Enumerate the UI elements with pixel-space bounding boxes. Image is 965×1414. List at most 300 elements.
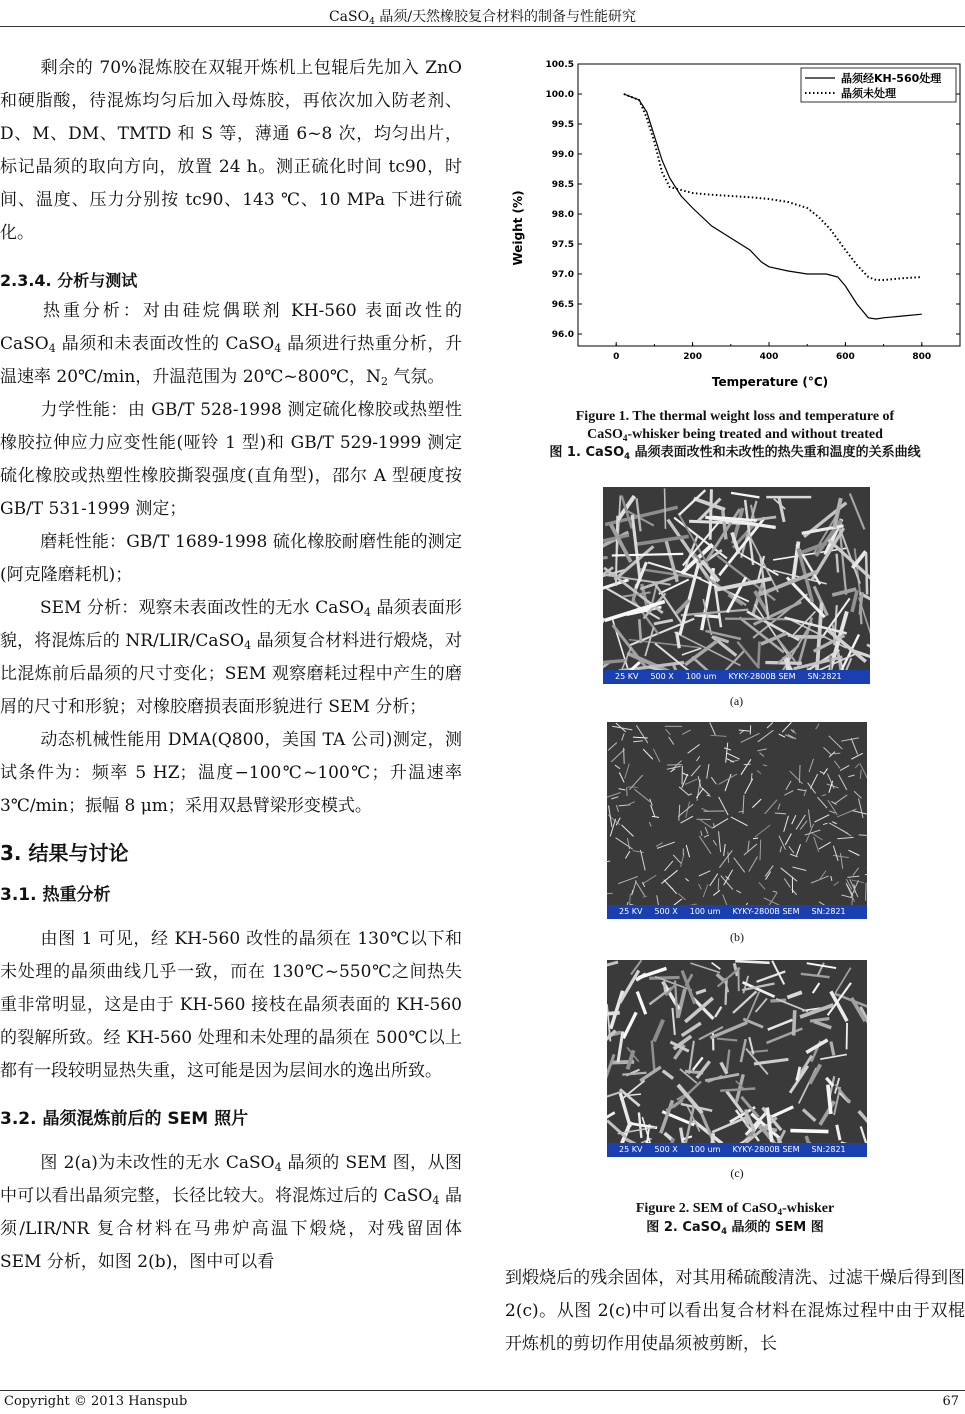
whisker-texture xyxy=(719,831,721,852)
sem-label-b: (b) xyxy=(730,930,744,944)
paragraph-mechanical: 力学性能：由 GB/T 528-1998 测定硫化橡胶或热塑性橡胶拉伸应力应变性能(哑铃 1 型)和 GB/T 529-1999 测定硫化橡胶或热塑性橡胶撕裂强度(直角型)，邵尔 A 型硬度按 GB/T 531-1999 测定； xyxy=(0,400,462,519)
figure-2-caption-en: Figure 2. SEM of CaSO$_4$-whisker xyxy=(635,1201,835,1217)
whisker-texture xyxy=(746,1109,747,1126)
whisker-texture xyxy=(840,853,842,869)
figure-1-caption-cn: 图 1. CaSO$_4$ 晶须表面改性和未改性的热失重和温度的关系曲线 xyxy=(549,445,921,461)
whisker-texture xyxy=(673,855,681,864)
whisker-texture xyxy=(859,798,864,817)
whisker-texture xyxy=(786,781,791,790)
sem-info-bar: 25 KV 500 X 100 um KYKY-2800B SEM SN:2821 xyxy=(607,905,867,919)
whisker-texture xyxy=(814,1021,831,1027)
whisker-texture xyxy=(834,761,840,769)
whisker-texture xyxy=(725,774,731,791)
whisker-texture xyxy=(841,895,852,898)
whisker-texture xyxy=(765,800,778,814)
whisker-texture xyxy=(760,753,764,757)
whisker-texture xyxy=(835,968,850,993)
whisker-texture xyxy=(666,729,671,735)
whisker-texture xyxy=(607,1013,620,1016)
y-tick-label: 100.0 xyxy=(545,90,574,100)
whisker-texture xyxy=(629,1094,641,1095)
whisker-texture xyxy=(808,809,811,827)
whisker-texture xyxy=(624,748,625,764)
whisker-texture xyxy=(832,589,856,595)
whisker-texture xyxy=(741,759,751,774)
whisker-texture xyxy=(735,961,769,963)
whisker-texture xyxy=(758,730,774,742)
whisker-texture xyxy=(607,1054,614,1080)
whisker-texture xyxy=(627,838,629,849)
whisker-texture xyxy=(757,770,761,773)
whisker-texture xyxy=(710,874,718,886)
whisker-texture xyxy=(731,817,748,826)
header-rule xyxy=(0,26,965,27)
whisker-texture xyxy=(621,1081,645,1100)
whisker-texture xyxy=(620,970,639,1002)
whisker-texture xyxy=(736,890,741,892)
whisker-texture xyxy=(633,741,643,742)
whisker-texture xyxy=(681,854,684,867)
whisker-texture xyxy=(763,765,767,766)
whisker-texture xyxy=(739,618,784,653)
whisker-texture xyxy=(702,788,710,795)
whisker-texture xyxy=(831,1042,834,1056)
whisker-texture xyxy=(625,764,629,779)
whisker-texture xyxy=(712,1117,747,1132)
whisker-texture xyxy=(616,838,633,849)
whisker-texture xyxy=(847,876,859,877)
whisker-texture xyxy=(828,540,870,587)
paragraph-sem-results: 图 2(a)为未改性的无水 CaSO$_4$ 晶须的 SEM 图，从图中可以看出晶须完整，长径比较大。将混炼过后的 CaSO$_4$ 晶须/LIR/NR 复合材料在马弗炉高温下煅烧，对残留固体 SEM 分析，如图 2(b)，图中可以看 xyxy=(0,1153,462,1272)
whisker-texture xyxy=(806,1136,813,1143)
whisker-texture xyxy=(779,734,785,737)
whisker-texture xyxy=(789,846,794,853)
whisker-texture xyxy=(632,890,633,895)
whisker-texture xyxy=(691,765,700,776)
sem-image-b xyxy=(607,722,867,919)
whisker-texture xyxy=(810,774,817,789)
whisker-texture xyxy=(678,989,685,1018)
whisker-texture xyxy=(724,844,726,856)
whisker-texture xyxy=(700,820,713,829)
whisker-texture xyxy=(612,554,683,556)
whisker-texture xyxy=(866,883,867,901)
section-3-1-heading: 3.1. 热重分析 xyxy=(0,885,111,905)
whisker-texture xyxy=(703,884,708,897)
whisker-texture xyxy=(696,756,699,761)
whisker-texture xyxy=(616,805,618,812)
whisker-texture xyxy=(666,1100,682,1110)
whisker-texture xyxy=(841,738,859,741)
legend-label: 晶须经KH-560处理 xyxy=(841,72,942,85)
whisker-texture xyxy=(775,813,786,814)
series-line-2 xyxy=(624,94,922,280)
whisker-texture xyxy=(637,992,646,1015)
x-tick-label: 800 xyxy=(912,352,932,362)
whisker-texture xyxy=(756,998,767,1012)
whisker-texture xyxy=(850,494,865,530)
whisker-texture xyxy=(739,730,750,731)
whisker-texture xyxy=(622,1073,646,1075)
whisker-texture xyxy=(651,805,655,816)
whisker-texture xyxy=(699,836,711,854)
whisker-texture xyxy=(720,1088,755,1090)
whisker-texture xyxy=(778,804,780,810)
whisker-texture xyxy=(837,837,853,838)
whisker-texture xyxy=(784,816,789,832)
whisker-texture xyxy=(642,875,656,884)
paragraph-sem-continued: 到煅烧后的残余固体，对其用稀硫酸清洗、过滤干燥后得到图 2(c)。从图 2(c)中可以看出复合材料在混炼过程中由于双棍开炼机的剪切作用使晶须被剪断，长 xyxy=(505,1268,965,1354)
whisker-texture xyxy=(724,870,733,885)
y-tick-label: 96.0 xyxy=(551,330,574,340)
paragraph-vulcanization: 剩余的 70%混炼胶在双辊开炼机上包辊后先加入 ZnO 和硬脂酸，待混炼均匀后加入母炼胶，再依次加入防老剂、D、M、DM、TMTD 和 S 等，薄通 6~8 次，均匀出片，标记晶须的取向方向，放置 24 h。测正硫化时间 tc90，时间、温度、压力分别按 tc90、143 ℃、10 MPa 下进行硫化。 xyxy=(0,58,462,243)
whisker-texture xyxy=(688,744,700,753)
whisker-texture xyxy=(840,765,849,770)
whisker-texture xyxy=(669,737,674,745)
whisker-texture xyxy=(661,870,677,883)
whisker-texture xyxy=(625,851,629,858)
y-tick-label: 96.5 xyxy=(551,300,574,310)
whisker-texture xyxy=(713,890,720,895)
whisker-texture xyxy=(713,840,716,845)
whisker-texture xyxy=(852,590,857,612)
whisker-texture xyxy=(794,1010,795,1035)
whisker-texture xyxy=(657,895,659,905)
whisker-texture xyxy=(785,618,847,634)
whisker-texture xyxy=(782,722,791,732)
whisker-texture xyxy=(823,823,827,824)
whisker-texture xyxy=(757,749,766,751)
whisker-texture xyxy=(745,779,753,794)
whisker-texture xyxy=(785,834,791,845)
whisker-texture xyxy=(814,815,829,822)
whisker-texture xyxy=(731,493,759,497)
paragraph-tga-results: 由图 1 可见，经 KH-560 改性的晶须在 130℃以下和未处理的晶须曲线几乎一致，而在 130℃~550℃之间热失重非常明显，这是由于 KH-560 接枝在晶须表面的 KH-560 的裂解所致。经 KH-560 处理和未处理的晶须在 500℃以上都有一段较明显热失重，这可能是因为层间水的逸出所致。 xyxy=(0,929,462,1081)
whisker-texture xyxy=(623,1012,636,1038)
whisker-texture xyxy=(726,753,739,759)
whisker-texture xyxy=(810,1019,829,1022)
y-tick-label: 100.5 xyxy=(545,60,574,70)
sem-label-a: (a) xyxy=(729,694,744,708)
whisker-texture xyxy=(790,1131,828,1132)
sem-texture-b xyxy=(607,722,867,905)
whisker-texture xyxy=(713,819,729,828)
whisker-texture xyxy=(688,794,692,795)
whisker-texture xyxy=(615,765,620,769)
x-tick-label: 600 xyxy=(836,352,855,362)
whisker-texture xyxy=(603,557,608,567)
whisker-texture xyxy=(829,781,833,793)
whisker-texture xyxy=(860,770,861,779)
whisker-texture xyxy=(705,827,708,833)
whisker-texture xyxy=(640,569,698,577)
whisker-texture xyxy=(728,852,729,863)
whisker-texture xyxy=(685,998,713,1022)
whisker-texture xyxy=(611,797,618,799)
whisker-texture xyxy=(816,724,820,729)
copyright-notice: Copyright © 2013 Hanspub xyxy=(4,1394,188,1409)
whisker-texture xyxy=(657,842,675,848)
whisker-texture xyxy=(752,799,761,808)
whisker-texture xyxy=(667,766,681,769)
whisker-texture xyxy=(665,861,673,871)
whisker-texture xyxy=(866,553,867,594)
whisker-texture xyxy=(829,736,843,749)
whisker-texture xyxy=(852,811,867,815)
whisker-texture xyxy=(707,795,711,796)
whisker-texture xyxy=(784,791,793,796)
whisker-texture xyxy=(711,777,716,784)
running-header: CaSO$_4$ 晶须/天然橡胶复合材料的制备与性能研究 xyxy=(328,9,637,27)
whisker-texture xyxy=(748,841,749,852)
whisker-texture xyxy=(619,789,626,790)
whisker-texture xyxy=(839,775,847,790)
whisker-texture xyxy=(650,799,653,806)
whisker-texture xyxy=(633,851,644,853)
whisker-texture xyxy=(685,779,697,784)
whisker-texture xyxy=(820,771,824,773)
whisker-texture xyxy=(853,868,859,876)
whisker-texture xyxy=(656,843,663,847)
whisker-texture xyxy=(665,488,666,528)
whisker-texture xyxy=(813,983,820,993)
whisker-texture xyxy=(696,788,703,798)
right-column-text xyxy=(505,1262,965,1361)
x-axis-label: Temperature (°C) xyxy=(711,375,829,389)
whisker-texture xyxy=(727,1091,743,1112)
whisker-texture xyxy=(664,880,677,894)
whisker-texture xyxy=(618,1127,656,1134)
whisker-texture xyxy=(679,805,680,821)
whisker-texture xyxy=(760,840,761,861)
whisker-texture xyxy=(723,894,729,905)
whisker-texture xyxy=(837,809,856,817)
whisker-texture xyxy=(793,542,798,581)
section-2-3-4-heading: 2.3.4. 分析与测试 xyxy=(0,271,138,290)
whisker-texture xyxy=(758,641,759,666)
whisker-texture xyxy=(643,749,653,759)
whisker-texture xyxy=(829,823,848,834)
whisker-texture xyxy=(616,516,617,586)
whisker-texture xyxy=(741,1039,746,1062)
whisker-texture xyxy=(654,1020,663,1042)
whisker-texture xyxy=(833,846,838,861)
whisker-texture xyxy=(781,868,797,881)
whisker-texture xyxy=(851,738,857,754)
whisker-texture xyxy=(779,836,786,850)
whisker-texture xyxy=(682,730,690,735)
plot-frame xyxy=(578,64,960,346)
whisker-texture xyxy=(831,876,832,881)
whisker-texture xyxy=(710,735,726,736)
whisker-texture xyxy=(808,783,816,794)
y-tick-label: 98.5 xyxy=(551,180,574,190)
whisker-texture xyxy=(796,815,805,830)
whisker-texture xyxy=(812,833,822,840)
y-axis-label: Weight (%) xyxy=(511,190,525,266)
left-column xyxy=(0,52,462,1279)
sem-image-c xyxy=(607,960,867,1157)
whisker-texture xyxy=(734,858,745,873)
whisker-texture xyxy=(741,733,760,742)
figure-2-caption-cn: 图 2. CaSO$_4$ 晶须的 SEM 图 xyxy=(646,1220,824,1236)
whisker-texture xyxy=(768,1020,793,1030)
whisker-texture xyxy=(629,894,630,905)
whisker-texture xyxy=(849,850,860,855)
whisker-texture xyxy=(621,825,633,836)
whisker-texture xyxy=(634,789,650,802)
whisker-texture xyxy=(718,878,719,890)
whisker-texture xyxy=(809,759,814,772)
whisker-texture xyxy=(628,1050,634,1069)
whisker-texture xyxy=(611,991,623,1029)
whisker-texture xyxy=(696,990,706,993)
whisker-texture xyxy=(705,1074,739,1080)
x-tick-label: 0 xyxy=(613,352,620,362)
whisker-texture xyxy=(629,775,642,790)
whisker-texture xyxy=(641,850,646,870)
sem-info-bar: 25 KV 500 X 100 um KYKY-2800B SEM SN:2821 xyxy=(603,670,870,684)
paragraph-sem: SEM 分析：观察未表面改性的无水 CaSO$_4$ 晶须表面形貌，将混炼后的 NR/LIR/CaSO$_4$ 晶须复合材料进行煅烧，对比混炼前后晶须的尺寸变化；SEM 观察磨耗过程中产生的磨屑的尺寸和形貌；对橡胶磨损表面形貌进行 SEM 分析； xyxy=(0,598,462,717)
x-tick-label: 200 xyxy=(683,352,702,362)
whisker-texture xyxy=(821,794,826,795)
whisker-texture xyxy=(749,856,758,871)
whisker-texture xyxy=(754,1059,788,1064)
whisker-texture xyxy=(698,884,701,889)
whisker-texture xyxy=(607,1031,616,1050)
whisker-texture xyxy=(633,737,648,738)
whisker-texture xyxy=(690,963,720,972)
whisker-texture xyxy=(848,775,854,777)
whisker-texture xyxy=(753,838,758,839)
whisker-texture xyxy=(814,837,819,852)
whisker-texture xyxy=(796,844,800,855)
whisker-texture xyxy=(707,764,709,779)
footer-rule xyxy=(0,1390,965,1391)
whisker-texture xyxy=(817,797,827,808)
series-line-1 xyxy=(624,94,922,319)
whisker-texture xyxy=(643,896,647,897)
y-tick-label: 97.0 xyxy=(551,270,574,280)
whisker-texture xyxy=(681,816,693,823)
x-tick-label: 400 xyxy=(759,352,779,362)
whisker-texture xyxy=(823,768,827,774)
y-tick-label: 99.0 xyxy=(551,150,574,160)
whisker-texture xyxy=(835,795,847,804)
whisker-texture xyxy=(685,878,688,881)
whisker-texture xyxy=(692,657,712,670)
whisker-texture xyxy=(834,882,839,886)
whisker-texture xyxy=(744,844,757,855)
whisker-texture xyxy=(765,662,802,663)
whisker-texture xyxy=(622,733,625,740)
whisker-texture xyxy=(704,835,709,837)
whisker-texture xyxy=(619,773,624,783)
whisker-texture xyxy=(733,991,756,1013)
whisker-texture xyxy=(607,962,618,971)
whisker-texture xyxy=(664,982,665,993)
whisker-texture xyxy=(699,871,710,876)
whisker-texture xyxy=(855,764,859,768)
whisker-texture xyxy=(719,850,732,867)
whisker-texture xyxy=(790,771,803,784)
whisker-texture xyxy=(776,999,808,1012)
whisker-texture xyxy=(854,791,861,798)
whisker-texture xyxy=(681,610,748,616)
whisker-texture xyxy=(639,619,641,643)
whisker-texture xyxy=(607,893,613,895)
whisker-texture xyxy=(608,743,617,751)
sem-info-bar: 25 KV 500 X 100 um KYKY-2800B SEM SN:2821 xyxy=(607,1143,867,1157)
whisker-texture xyxy=(678,804,693,816)
whisker-texture xyxy=(767,1029,803,1043)
page-number: 67 xyxy=(942,1394,959,1409)
whisker-texture xyxy=(605,507,678,524)
whisker-texture xyxy=(859,1111,867,1131)
sem-texture-a xyxy=(603,487,870,670)
whisker-texture xyxy=(810,1064,821,1083)
whisker-texture xyxy=(788,636,826,637)
whisker-texture xyxy=(701,831,702,836)
whisker-texture xyxy=(861,1126,867,1143)
whisker-texture xyxy=(779,498,784,522)
whisker-texture xyxy=(710,722,716,734)
whisker-texture xyxy=(652,816,659,817)
whisker-texture xyxy=(759,882,765,889)
whisker-texture xyxy=(837,554,838,573)
whisker-texture xyxy=(649,822,651,826)
whisker-texture xyxy=(787,992,802,997)
whisker-texture xyxy=(717,1039,738,1041)
whisker-texture xyxy=(719,797,729,815)
whisker-texture xyxy=(792,867,806,871)
whisker-texture xyxy=(824,747,832,754)
section-3-heading: 3. 结果与讨论 xyxy=(0,841,129,865)
whisker-texture xyxy=(805,830,821,835)
whisker-texture xyxy=(765,866,773,877)
whisker-texture xyxy=(712,963,721,970)
whisker-texture xyxy=(618,1031,623,1062)
whisker-texture xyxy=(639,1112,641,1137)
whisker-texture xyxy=(726,743,728,763)
whisker-texture xyxy=(679,787,688,795)
whisker-texture xyxy=(618,877,637,884)
whisker-texture xyxy=(611,749,624,762)
whisker-texture xyxy=(832,822,836,824)
whisker-texture xyxy=(607,1120,626,1137)
whisker-texture xyxy=(663,1071,673,1079)
sem-label-c: (c) xyxy=(730,1166,744,1180)
whisker-texture xyxy=(834,753,841,754)
whisker-texture xyxy=(654,620,673,624)
figure-1-caption-en: Figure 1. The thermal weight loss and temperature of CaSO$_4$-whisker being treated and without treated xyxy=(575,409,895,443)
whisker-texture xyxy=(607,861,610,863)
whisker-texture xyxy=(686,845,689,857)
y-tick-label: 99.5 xyxy=(551,120,574,130)
whisker-texture xyxy=(780,846,782,852)
paragraph-dma: 动态机械性能用 DMA(Q800，美国 TA 公司)测定，测试条件为：频率 5 HZ；温度−100℃~100℃；升温速率 3℃/min；振幅 8 μm；采用双悬臂梁形变模式。 xyxy=(0,730,462,816)
sem-texture-c xyxy=(607,960,867,1143)
whisker-texture xyxy=(773,891,777,892)
whisker-texture xyxy=(755,825,770,837)
whisker-texture xyxy=(715,1007,721,1017)
legend-label: 晶须未处理 xyxy=(841,87,896,100)
paragraph-abrasion: 磨耗性能：GB/T 1689-1998 硫化橡胶耐磨性能的测定(阿克隆磨耗机)； xyxy=(0,532,462,585)
whisker-texture xyxy=(792,815,796,824)
whisker-texture xyxy=(693,1057,703,1070)
whisker-texture xyxy=(639,968,667,977)
whisker-texture xyxy=(653,749,660,762)
